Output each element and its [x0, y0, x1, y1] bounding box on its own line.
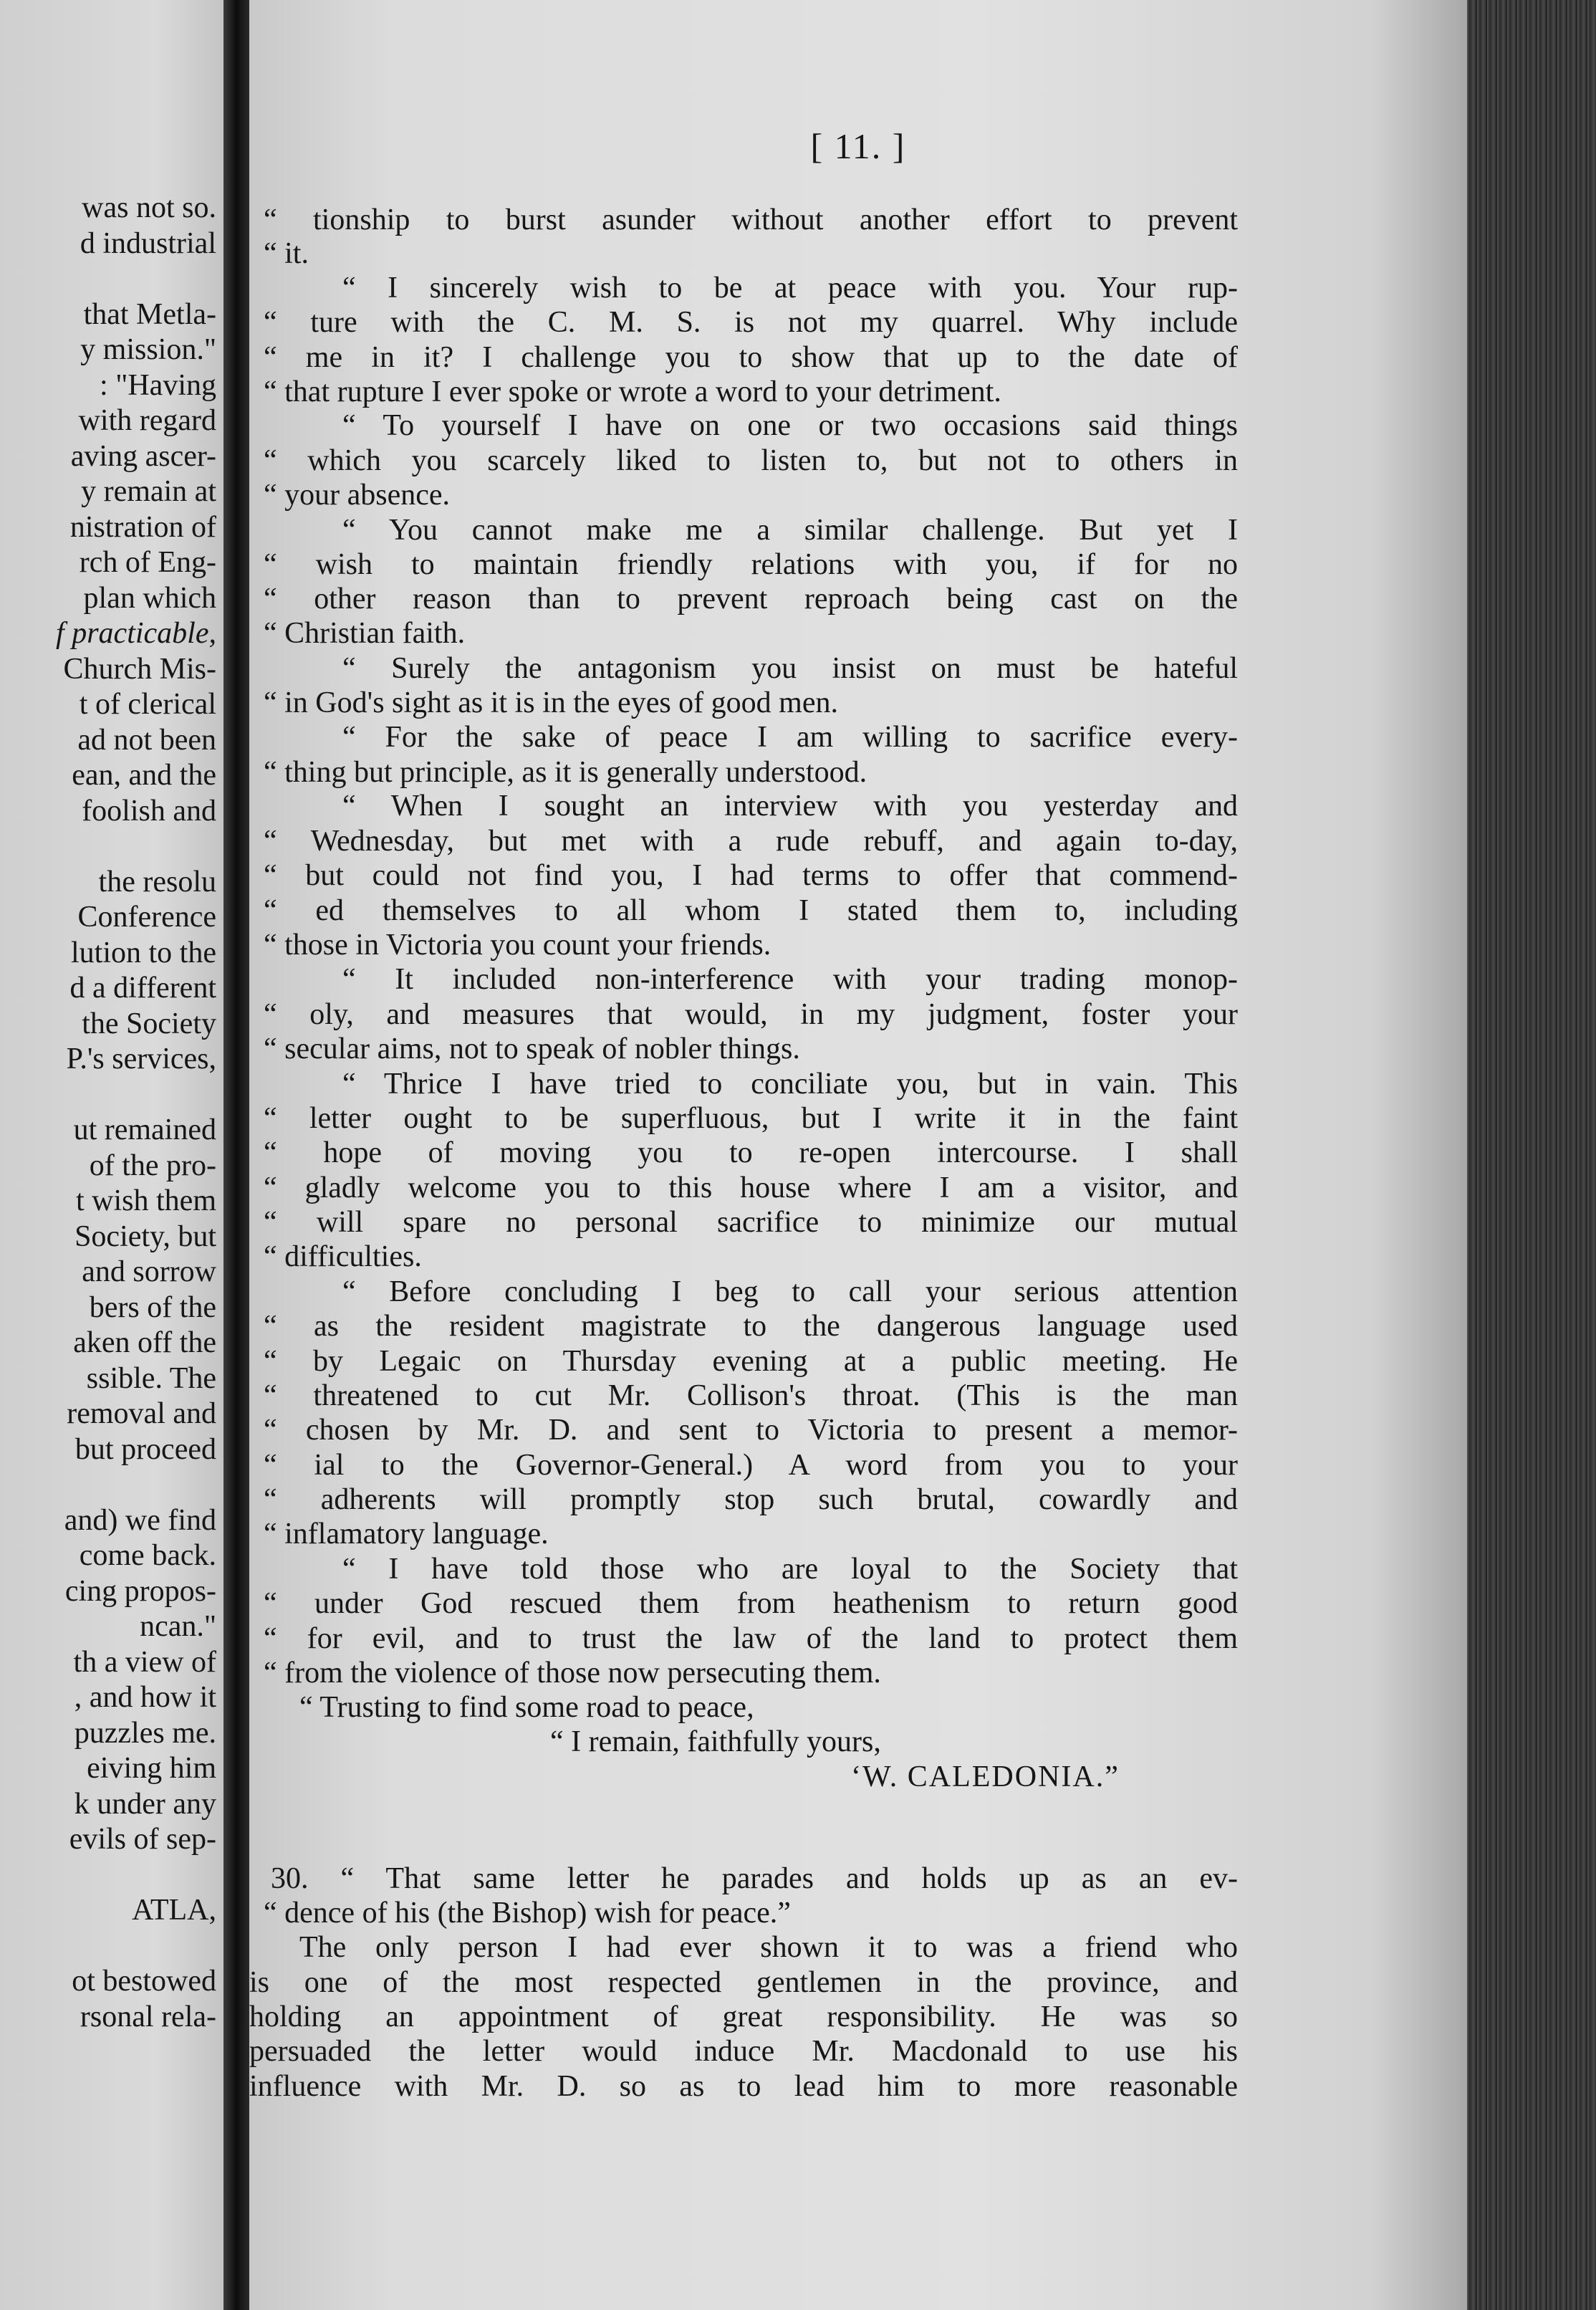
body-text-line: “ Wednesday, but met with a rude rebuff, and again to-day, [264, 825, 1238, 858]
left-page-line: aken off the [73, 1326, 216, 1359]
left-page-line: ATLA, [132, 1894, 216, 1927]
left-page-line: Society, but [74, 1219, 216, 1253]
body-text-line: “ Before concluding I beg to call your serious attention [342, 1275, 1238, 1308]
body-text-line: “ from the violence of those now persecuting them. [264, 1657, 881, 1690]
left-page-line: eiving him [87, 1752, 216, 1785]
left-page-line: that Metla- [83, 297, 216, 331]
body-text-line: “ hope of moving you to re-open intercourse. I shall [264, 1136, 1238, 1169]
left-page-line: d industrial [80, 226, 216, 260]
left-page-line: was not so. [82, 191, 216, 224]
left-page-line: evils of sep- [69, 1823, 216, 1856]
left-page-line: k under any [74, 1787, 216, 1821]
left-page-line: bers of the [89, 1290, 216, 1324]
page-number: [ 11. ] [810, 126, 906, 166]
left-page-line: , and how it [74, 1681, 216, 1714]
body-text-line: influence with Mr. D. so as to lead him to more reasonable [249, 2070, 1238, 2103]
signature-line: ‘W. CALEDONIA.” [851, 1760, 1120, 1793]
left-page-line: nistration of [69, 510, 216, 544]
body-text-line: “ adherents will promptly stop such brutal, cowardly and [264, 1483, 1238, 1516]
body-text-line: “ I have told those who are loyal to the Society that [342, 1553, 1238, 1586]
left-page-line: the resolu [98, 865, 216, 898]
body-text-line: “ Christian faith. [264, 617, 466, 650]
body-text-line: “ which you scarcely liked to listen to, but not to others in [264, 444, 1238, 477]
left-page-line: the Society [82, 1007, 216, 1040]
body-text-line: “ it. [264, 237, 309, 270]
right-page [249, 0, 1467, 2310]
body-text-line: “ inflamatory language. [264, 1518, 549, 1551]
body-text-line: “ I sincerely wish to be at peace with you. Your rup- [342, 272, 1238, 305]
left-page-line: rch of Eng- [79, 546, 216, 579]
left-page [0, 0, 223, 2310]
body-text-line: “ wish to maintain friendly relations with you, if for no [264, 548, 1238, 581]
left-page-line: foolish and [82, 794, 216, 828]
body-text-line: The only person I had ever shown it to was a friend who [299, 1931, 1238, 1964]
body-text-line: “ You cannot make me a similar challenge. But yet I [342, 514, 1238, 547]
body-text-line: “ letter ought to be superfluous, but I write it in the faint [264, 1102, 1238, 1135]
left-page-line: f practicable, [56, 617, 216, 650]
body-text-line: “ by Legaic on Thursday evening at a public meeting. He [264, 1345, 1238, 1378]
body-text-line: “ Surely the antagonism you insist on must be hateful [342, 652, 1238, 685]
body-text-line: “ Trusting to find some road to peace, [299, 1691, 754, 1724]
body-text-line: “ but could not find you, I had terms to offer that commend- [264, 859, 1238, 892]
left-page-line: and sorrow [82, 1255, 216, 1288]
left-page-line: ncan." [140, 1610, 216, 1643]
book-gutter [223, 0, 249, 2310]
left-page-line: and) we find [64, 1503, 216, 1537]
left-page-line: lution to the [71, 936, 216, 969]
body-text-line: 30. “ That same letter he parades and holds up as an ev- [271, 1862, 1238, 1895]
body-text-line: “ for evil, and to trust the law of the land to protect them [264, 1622, 1238, 1655]
left-page-line: P.'s services, [66, 1043, 216, 1075]
left-page-line: t of clerical [79, 688, 216, 721]
body-text-line: “ I remain, faithfully yours, [550, 1725, 881, 1758]
body-text-line: “ secular aims, not to speak of nobler things. [264, 1032, 800, 1065]
left-page-line: but proceed [74, 1432, 216, 1466]
left-page-line: rsonal rela- [80, 2000, 216, 2033]
left-page-line: y remain at [81, 475, 216, 508]
body-text-line: “ tionship to burst asunder without another effort to prevent [264, 203, 1238, 236]
body-text-line: “ When I sought an interview with you yesterday and [342, 790, 1238, 823]
body-text-line: “ in God's sight as it is in the eyes of good men. [264, 686, 838, 719]
body-text-line: “ will spare no personal sacrifice to minimize our mutual [264, 1206, 1238, 1239]
body-text-line: “ To yourself I have on one or two occasions said things [342, 409, 1238, 442]
body-text-line: “ me in it? I challenge you to show that up to the date of [264, 341, 1238, 374]
body-text-line: “ those in Victoria you count your friends. [264, 929, 771, 962]
left-page-line: come back. [79, 1539, 216, 1572]
body-text-line: “ ture with the C. M. S. is not my quarrel. Why include [264, 306, 1238, 339]
left-page-line: aving ascer- [70, 439, 216, 473]
left-page-line: : "Having [100, 368, 216, 402]
body-text-line: “ threatened to cut Mr. Collison's throat. (This is the man [264, 1379, 1238, 1412]
body-text-line: “ as the resident magistrate to the dangerous language used [264, 1310, 1238, 1343]
body-text-line: holding an appointment of great responsibility. He was so [249, 2000, 1238, 2033]
left-page-line: y mission." [80, 333, 216, 366]
left-page-line: puzzles me. [74, 1716, 216, 1750]
body-text-line: “ thing but principle, as it is generally understood. [264, 756, 867, 789]
body-text-line: “ that rupture I ever spoke or wrote a word to your detriment. [264, 375, 1001, 408]
left-page-line: th a view of [73, 1645, 216, 1679]
body-text-line: “ gladly welcome you to this house where I am a visitor, and [264, 1171, 1238, 1204]
left-page-line: d a different [69, 972, 216, 1005]
body-text-line: “ It included non-interference with your trading monop- [342, 963, 1238, 996]
body-text-line: “ dence of his (the Bishop) wish for peace.” [264, 1897, 791, 1930]
left-page-line: t wish them [76, 1184, 216, 1217]
left-page-line: Church Mis- [63, 652, 216, 686]
body-text-line: “ under God rescued them from heathenism to return good [264, 1587, 1238, 1620]
body-text-line: “ difficulties. [264, 1240, 422, 1273]
left-page-line: ad not been [77, 723, 216, 757]
left-page-line: ut remained [73, 1113, 216, 1146]
body-text-line: “ ed themselves to all whom I stated them to, including [264, 894, 1238, 927]
left-page-line: of the pro- [89, 1149, 216, 1182]
body-text-line: persuaded the letter would induce Mr. Macdonald to use his [249, 2035, 1238, 2068]
left-page-line: removal and [67, 1397, 216, 1430]
body-text-line: “ ial to the Governor-General.) A word from you to your [264, 1449, 1238, 1482]
left-page-line: Conference [77, 901, 216, 934]
left-page-line: with regard [78, 404, 216, 437]
left-page-line: ean, and the [72, 759, 216, 792]
body-text-line: is one of the most respected gentlemen in the province, and [249, 1966, 1238, 1999]
left-page-line: ot bestowed [72, 1965, 216, 1998]
left-page-line: plan which [83, 581, 216, 615]
body-text-line: “ oly, and measures that would, in my judgment, foster your [264, 998, 1238, 1031]
body-text-line: “ For the sake of peace I am willing to sacrifice every- [342, 721, 1238, 754]
body-text-line: “ chosen by Mr. D. and sent to Victoria to present a memor- [264, 1414, 1238, 1447]
body-text-line: “ Thrice I have tried to conciliate you, but in vain. This [342, 1068, 1238, 1101]
left-page-line: ssible. The [86, 1361, 216, 1395]
body-text-line: “ other reason than to prevent reproach being cast on the [264, 583, 1238, 615]
left-page-line: cing propos- [64, 1574, 216, 1608]
body-text-line: “ your absence. [264, 479, 451, 512]
page-edges [1467, 0, 1596, 2310]
